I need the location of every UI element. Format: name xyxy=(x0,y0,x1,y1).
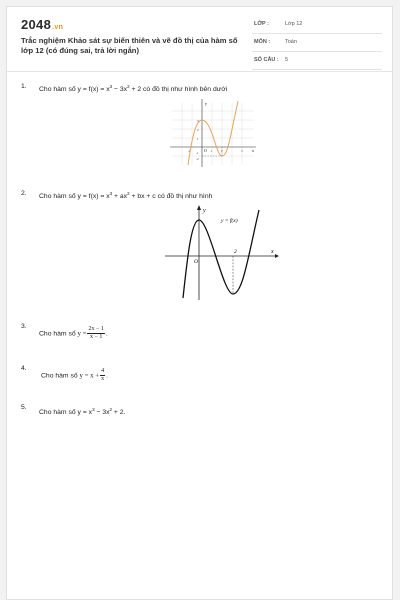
x-axis-label: x xyxy=(271,249,274,255)
meta-value: Lớp 12 xyxy=(285,21,303,27)
origin-label: O xyxy=(194,259,198,265)
question-text xyxy=(41,368,108,383)
logo-suffix: .vn xyxy=(52,24,64,31)
question-text xyxy=(39,326,108,341)
text-part: + bx + c có đồ thị như hình xyxy=(129,193,213,200)
question-number: 5. xyxy=(21,404,27,411)
question-number: 4. xyxy=(21,365,27,372)
graph-question-1 xyxy=(168,97,258,169)
tick-label: 2 xyxy=(221,149,223,153)
exponent: 3 xyxy=(109,84,113,89)
text-part: . xyxy=(106,372,108,380)
text-part: Cho hàm số y = f(x) = x xyxy=(39,86,110,93)
meta-value: Toán xyxy=(285,39,297,45)
meta-label: SỐ CÂU : xyxy=(254,57,279,63)
tick-label: 3 xyxy=(241,149,243,153)
curve-label: y = f(x) xyxy=(221,218,238,224)
meta-label: LỚP : xyxy=(254,21,269,27)
question-number: 2. xyxy=(21,190,27,197)
denominator: x − 1 xyxy=(89,334,103,340)
text-part: + 2 có đồ thị như hình bên dưới xyxy=(129,86,228,93)
exponent: 3 xyxy=(109,191,113,196)
graph-question-2 xyxy=(161,202,281,302)
question-text xyxy=(39,407,125,416)
exponent: 2 xyxy=(109,407,113,412)
meta-row-count xyxy=(252,54,382,70)
meta-row-class xyxy=(252,18,382,34)
x-axis-label: x xyxy=(252,148,254,153)
tick-label: -2 xyxy=(196,157,199,161)
y-axis-label: y xyxy=(203,208,206,214)
y-axis-label: y xyxy=(205,101,207,106)
document-page xyxy=(6,6,393,600)
question-number: 1. xyxy=(21,83,27,90)
origin-label: O xyxy=(204,149,207,153)
fraction xyxy=(87,326,104,341)
meta-value: 5 xyxy=(285,57,289,63)
question-text xyxy=(39,191,212,200)
page-header xyxy=(7,7,392,72)
text-part: Cho hàm số y = x xyxy=(39,409,93,416)
cubic-curve xyxy=(188,101,238,165)
denominator: x xyxy=(101,376,105,382)
site-logo[interactable] xyxy=(21,17,63,32)
tick-label: 3 xyxy=(197,119,199,123)
tick-label: 2 xyxy=(234,249,237,255)
question-text xyxy=(39,84,227,93)
fraction xyxy=(100,368,105,383)
tick-label: 2 xyxy=(197,128,199,132)
meta-table xyxy=(252,18,382,72)
text-part: . xyxy=(105,330,108,338)
text-part: Cho hàm số xyxy=(41,372,78,380)
text-part: − 3x xyxy=(94,409,110,416)
x-axis-arrow xyxy=(275,254,279,258)
text-part: + 2. xyxy=(112,409,126,416)
tick-label: 1 xyxy=(197,137,199,141)
equation-lhs: y = xyxy=(77,330,87,338)
text-part: Cho hàm số y = f(x) = x xyxy=(39,193,110,200)
document-title: Trắc nghiệm Khảo sát sự biến thiên và vẽ đồ thị của hàm số lớp 12 (có đúng sai, trả lời ngắn) xyxy=(21,36,238,55)
text-part: − 3x xyxy=(112,86,128,93)
y-axis-arrow xyxy=(197,205,201,210)
text-part: + ax xyxy=(112,193,128,200)
meta-label: MÔN : xyxy=(254,39,271,45)
tick-label: -1 xyxy=(196,151,199,155)
exponent: 3 xyxy=(92,407,95,412)
numerator: 4 xyxy=(101,368,105,374)
tick-label: -1 xyxy=(188,149,191,153)
exponent: 2 xyxy=(127,84,130,89)
exponent: 2 xyxy=(127,191,130,196)
equation-lhs: y = x + xyxy=(79,372,100,380)
tick-label: 1 xyxy=(211,149,213,153)
meta-row-subject xyxy=(252,36,382,52)
logo-text: 2048 xyxy=(21,17,52,32)
numerator: 2x − 1 xyxy=(88,326,104,332)
text-part: Cho hàm số xyxy=(39,330,76,338)
question-number: 3. xyxy=(21,323,27,330)
